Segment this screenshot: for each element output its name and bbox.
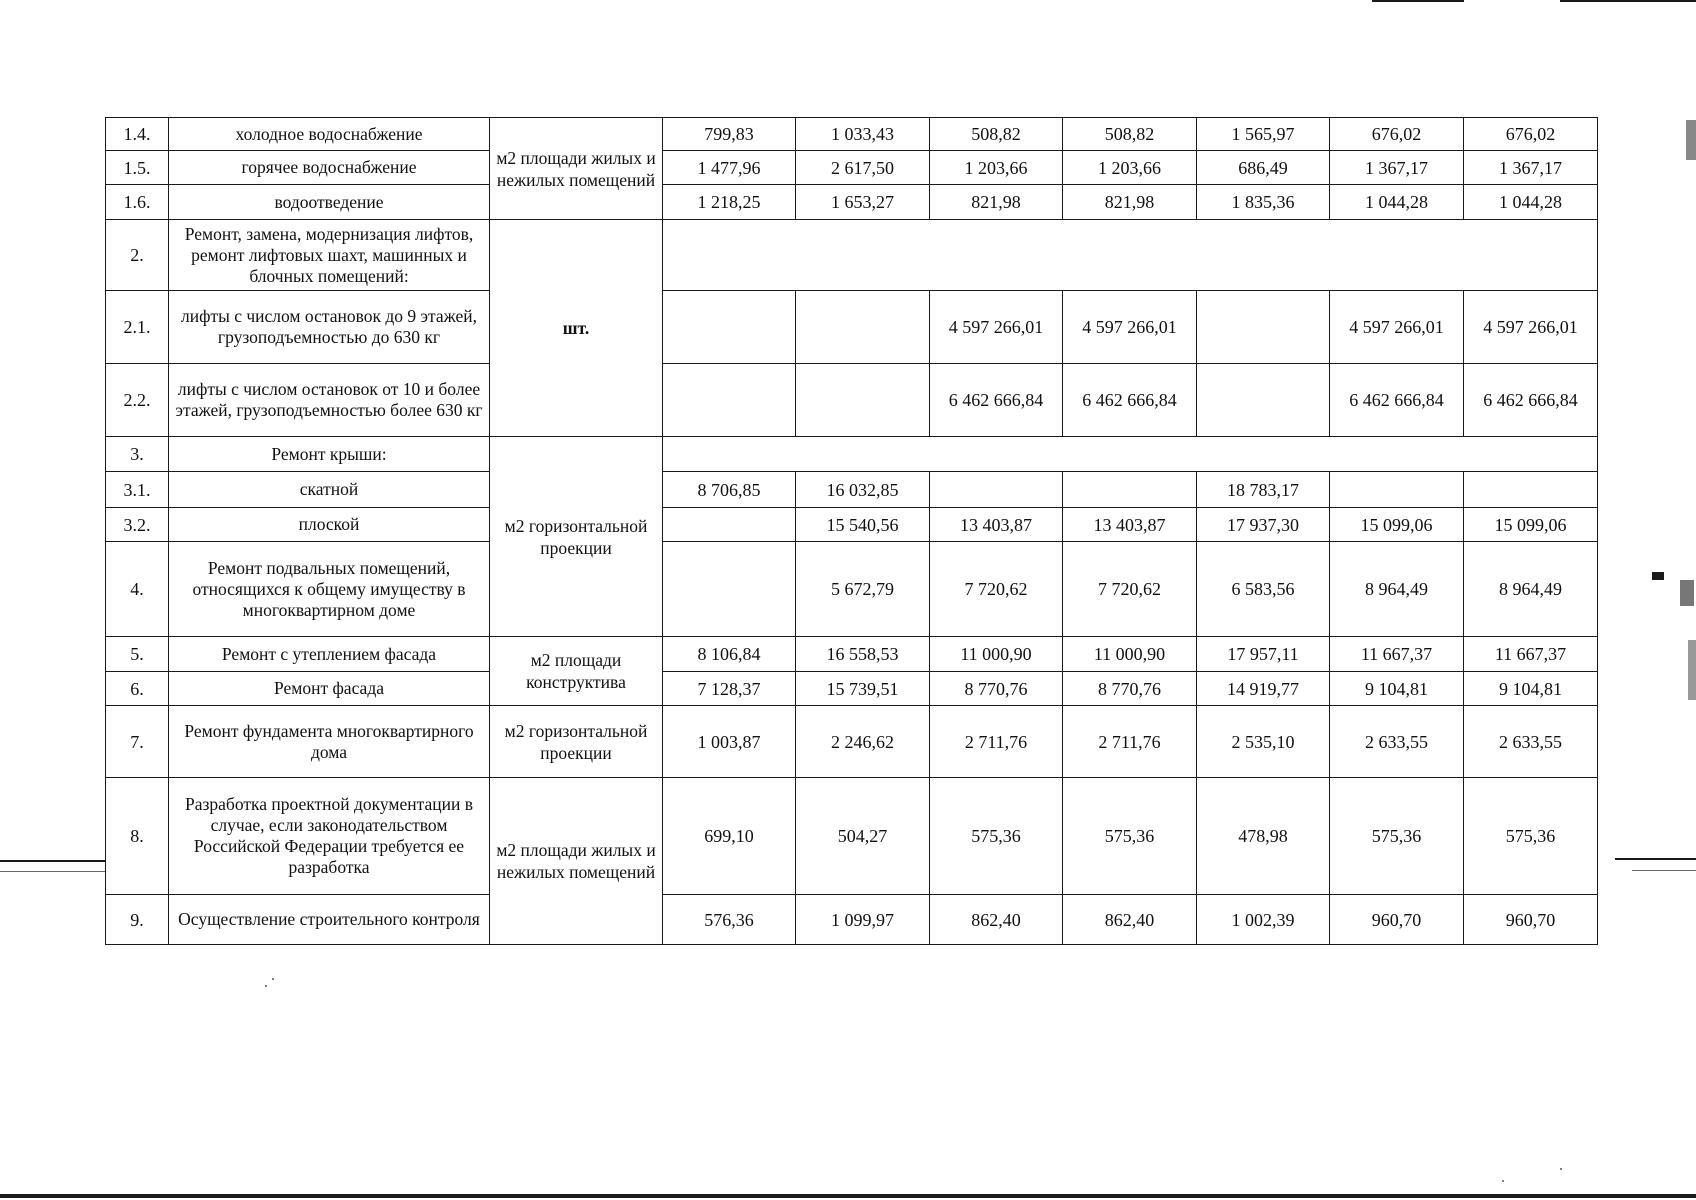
scan-edge-right-line — [1615, 858, 1696, 860]
row-number: 3.2. — [106, 508, 169, 542]
value-cell: 16 558,53 — [796, 637, 930, 672]
scan-edge-top-right-2 — [1560, 0, 1696, 2]
value-cell: 2 535,10 — [1197, 706, 1330, 778]
row-number: 4. — [106, 542, 169, 637]
row-description: Ремонт крыши: — [169, 437, 490, 472]
value-cell — [796, 291, 930, 364]
value-cell: 504,27 — [796, 778, 930, 895]
value-cell: 508,82 — [930, 118, 1063, 151]
unit-cell: м2 площади жилых и нежилых помещений — [490, 778, 663, 945]
value-cell: 11 000,90 — [1063, 637, 1197, 672]
value-cell: 8 770,76 — [1063, 672, 1197, 706]
value-cell: 2 711,76 — [930, 706, 1063, 778]
value-cell: 508,82 — [1063, 118, 1197, 151]
row-number: 3. — [106, 437, 169, 472]
value-cell: 4 597 266,01 — [930, 291, 1063, 364]
value-cell: 862,40 — [1063, 895, 1197, 945]
value-cell: 7 720,62 — [1063, 542, 1197, 637]
value-cell: 1 477,96 — [663, 151, 796, 185]
value-cell: 15 099,06 — [1330, 508, 1464, 542]
row-number: 1.5. — [106, 151, 169, 185]
value-cell: 15 099,06 — [1464, 508, 1598, 542]
table-row — [106, 672, 1598, 706]
row-description: Ремонт фундамента многоквартирного дома — [169, 706, 490, 778]
value-cell: 13 403,87 — [1063, 508, 1197, 542]
value-cell — [1464, 472, 1598, 508]
value-cell: 1 044,28 — [1330, 185, 1464, 220]
value-cell: 2 711,76 — [1063, 706, 1197, 778]
value-cell: 1 044,28 — [1464, 185, 1598, 220]
value-cell: 11 000,90 — [930, 637, 1063, 672]
scan-dot-2 — [272, 978, 274, 980]
value-cell: 6 462 666,84 — [1063, 364, 1197, 437]
value-cell: 6 462 666,84 — [1330, 364, 1464, 437]
value-cell: 1 835,36 — [1197, 185, 1330, 220]
value-cell — [663, 364, 796, 437]
scan-speck-right-2 — [1652, 572, 1664, 580]
scan-speck-right-3 — [1680, 580, 1694, 606]
value-cell: 478,98 — [1197, 778, 1330, 895]
row-number: 7. — [106, 706, 169, 778]
scan-edge-left-line — [0, 860, 105, 862]
value-cell: 7 128,37 — [663, 672, 796, 706]
value-cell: 4 597 266,01 — [1330, 291, 1464, 364]
table-row — [106, 151, 1598, 185]
scan-dot-3 — [1560, 1168, 1562, 1170]
value-cell: 1 367,17 — [1464, 151, 1598, 185]
value-cell: 8 770,76 — [930, 672, 1063, 706]
table-row — [106, 118, 1598, 151]
row-number: 2. — [106, 220, 169, 291]
table-row — [106, 542, 1598, 637]
value-cell: 676,02 — [1330, 118, 1464, 151]
scan-dot-1 — [265, 985, 267, 987]
value-cell: 575,36 — [1063, 778, 1197, 895]
value-cell — [663, 291, 796, 364]
row-description: Ремонт, замена, модернизация лифтов, ремонт лифтовых шахт, машинных и блочных помещений: — [169, 220, 490, 291]
table-row — [106, 778, 1598, 895]
table-row — [106, 472, 1598, 508]
row-description: Осуществление строительного контроля — [169, 895, 490, 945]
value-cell: 14 919,77 — [1197, 672, 1330, 706]
value-cell: 15 540,56 — [796, 508, 930, 542]
value-cell — [1330, 472, 1464, 508]
value-cell: 2 246,62 — [796, 706, 930, 778]
value-cell: 11 667,37 — [1464, 637, 1598, 672]
row-description: Ремонт подвальных помещений, относящихся к общему имуществу в многоквартирном доме — [169, 542, 490, 637]
value-cell: 676,02 — [1464, 118, 1598, 151]
row-description: водоотведение — [169, 185, 490, 220]
value-cell: 2 633,55 — [1464, 706, 1598, 778]
value-cell: 1 367,17 — [1330, 151, 1464, 185]
table-row — [106, 706, 1598, 778]
table-row — [106, 220, 1598, 291]
row-description: Ремонт фасада — [169, 672, 490, 706]
value-cell: 5 672,79 — [796, 542, 930, 637]
value-cell: 1 565,97 — [1197, 118, 1330, 151]
unit-cell: м2 площади жилых и нежилых помещений — [490, 118, 663, 220]
scan-dot-4 — [1502, 1180, 1504, 1182]
value-cell: 8 706,85 — [663, 472, 796, 508]
value-cell: 576,36 — [663, 895, 796, 945]
value-cell — [1197, 291, 1330, 364]
row-number: 9. — [106, 895, 169, 945]
value-cell: 11 667,37 — [1330, 637, 1464, 672]
row-number: 1.4. — [106, 118, 169, 151]
table-row — [106, 291, 1598, 364]
value-cell: 686,49 — [1197, 151, 1330, 185]
value-cell — [1063, 472, 1197, 508]
value-cell: 799,83 — [663, 118, 796, 151]
value-cell — [796, 364, 930, 437]
value-cell — [663, 542, 796, 637]
unit-cell: м2 площади конструктива — [490, 637, 663, 706]
value-cell: 17 957,11 — [1197, 637, 1330, 672]
empty-section-cell — [663, 437, 1598, 472]
value-cell: 8 964,49 — [1464, 542, 1598, 637]
value-cell — [1197, 364, 1330, 437]
value-cell: 1 033,43 — [796, 118, 930, 151]
scan-edge-top-right — [1372, 0, 1464, 2]
row-description: Ремонт с утеплением фасада — [169, 637, 490, 672]
empty-section-cell — [663, 220, 1598, 291]
row-number: 3.1. — [106, 472, 169, 508]
value-cell: 1 653,27 — [796, 185, 930, 220]
value-cell: 2 633,55 — [1330, 706, 1464, 778]
value-cell: 862,40 — [930, 895, 1063, 945]
value-cell: 18 783,17 — [1197, 472, 1330, 508]
scan-speck-right-1 — [1686, 120, 1696, 160]
value-cell: 9 104,81 — [1330, 672, 1464, 706]
value-cell: 17 937,30 — [1197, 508, 1330, 542]
value-cell: 2 617,50 — [796, 151, 930, 185]
row-number: 8. — [106, 778, 169, 895]
value-cell: 821,98 — [930, 185, 1063, 220]
value-cell: 13 403,87 — [930, 508, 1063, 542]
value-cell: 1 099,97 — [796, 895, 930, 945]
row-number: 1.6. — [106, 185, 169, 220]
value-cell: 575,36 — [1330, 778, 1464, 895]
row-description: плоской — [169, 508, 490, 542]
value-cell: 1 003,87 — [663, 706, 796, 778]
row-number: 2.1. — [106, 291, 169, 364]
value-cell: 960,70 — [1330, 895, 1464, 945]
table-row — [106, 364, 1598, 437]
row-description: лифты с числом остановок до 9 этажей, грузоподъемностью до 630 кг — [169, 291, 490, 364]
row-description: скатной — [169, 472, 490, 508]
value-cell: 9 104,81 — [1464, 672, 1598, 706]
value-cell: 699,10 — [663, 778, 796, 895]
value-cell: 575,36 — [1464, 778, 1598, 895]
value-cell: 8 106,84 — [663, 637, 796, 672]
value-cell: 7 720,62 — [930, 542, 1063, 637]
unit-cell: шт. — [490, 220, 663, 437]
scan-edge-left-line-2 — [0, 871, 105, 872]
value-cell: 6 462 666,84 — [1464, 364, 1598, 437]
value-cell: 1 218,25 — [663, 185, 796, 220]
unit-cell: м2 горизонтальной проекции — [490, 437, 663, 637]
value-cell: 1 203,66 — [930, 151, 1063, 185]
row-description: Разработка проектной документации в случае, если законодательством Российской Федерации требуется ее разработка — [169, 778, 490, 895]
table-row — [106, 895, 1598, 945]
scan-speck-right-4 — [1688, 640, 1696, 700]
value-cell: 15 739,51 — [796, 672, 930, 706]
value-cell: 1 203,66 — [1063, 151, 1197, 185]
value-cell: 4 597 266,01 — [1464, 291, 1598, 364]
value-cell: 1 002,39 — [1197, 895, 1330, 945]
table-row — [106, 437, 1598, 472]
value-cell: 16 032,85 — [796, 472, 930, 508]
value-cell: 960,70 — [1464, 895, 1598, 945]
row-description: лифты с числом остановок от 10 и более этажей, грузоподъемностью более 630 кг — [169, 364, 490, 437]
value-cell: 821,98 — [1063, 185, 1197, 220]
scan-edge-bottom — [0, 1194, 1696, 1198]
row-number: 5. — [106, 637, 169, 672]
unit-cell: м2 горизонтальной проекции — [490, 706, 663, 778]
value-cell: 575,36 — [930, 778, 1063, 895]
value-cell: 6 462 666,84 — [930, 364, 1063, 437]
value-cell — [930, 472, 1063, 508]
value-cell: 8 964,49 — [1330, 542, 1464, 637]
row-description: горячее водоснабжение — [169, 151, 490, 185]
scan-edge-right-line-2 — [1632, 870, 1696, 871]
table-row — [106, 637, 1598, 672]
value-cell: 4 597 266,01 — [1063, 291, 1197, 364]
value-cell: 6 583,56 — [1197, 542, 1330, 637]
table-row — [106, 185, 1598, 220]
row-number: 2.2. — [106, 364, 169, 437]
row-number: 6. — [106, 672, 169, 706]
table-row — [106, 508, 1598, 542]
cost-table — [105, 117, 1598, 945]
value-cell — [663, 508, 796, 542]
row-description: холодное водоснабжение — [169, 118, 490, 151]
